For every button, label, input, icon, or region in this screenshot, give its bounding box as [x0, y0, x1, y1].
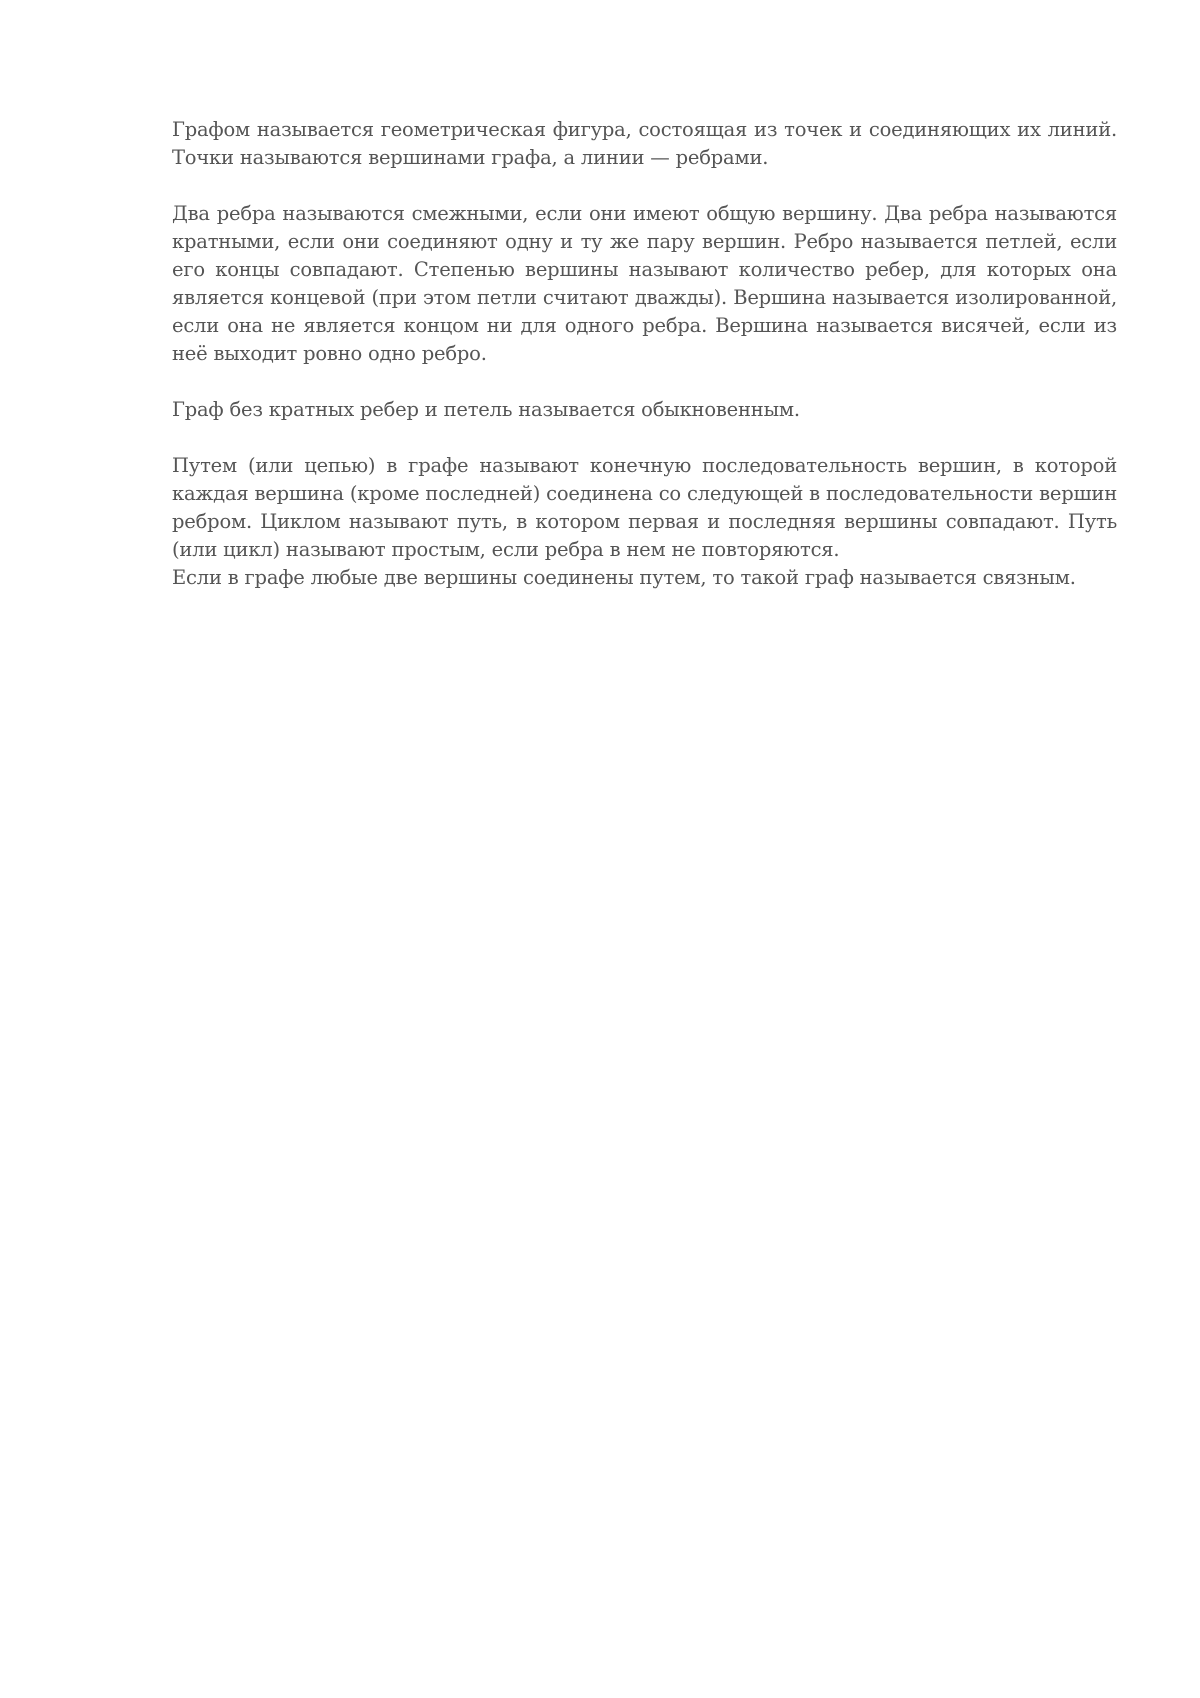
paragraph-path-cycle: Путем (или цепью) в графе называют конечную последовательность вершин, в которой каждая вершина (кроме последней) соединена со следующей в последовательности вершин ребром. Циклом называют путь, в котором первая и последняя вершины совпадают. Путь (или цикл) называют простым, если ребра в нем не повторяются.	[172, 454, 1117, 561]
paragraph-ordinary-graph: Граф без кратных ребер и петель называется обыкновенным.	[172, 398, 800, 421]
paragraph-connected-graph: Если в графе любые две вершины соединены путем, то такой граф называется связным.	[172, 566, 1076, 589]
document-body	[172, 116, 1117, 620]
paragraph-graph-definition: Графом называется геометрическая фигура, состоящая из точек и соединяющих их линий. Точки называются вершинами графа, а линии — ребрами.	[172, 118, 1117, 169]
paragraph-edge-vertex-terms: Два ребра называются смежными, если они имеют общую вершину. Два ребра называются кратными, если они соединяют одну и ту же пару вершин. Ребро называется петлей, если его концы совпадают. Степенью вершины называют количество ребер, для которых она является концевой (при этом петли считают дважды). Вершина называется изолированной, если она не является концом ни для одного ребра. Вершина называется висячей, если из неё выходит ровно одно ребро.	[172, 202, 1117, 365]
